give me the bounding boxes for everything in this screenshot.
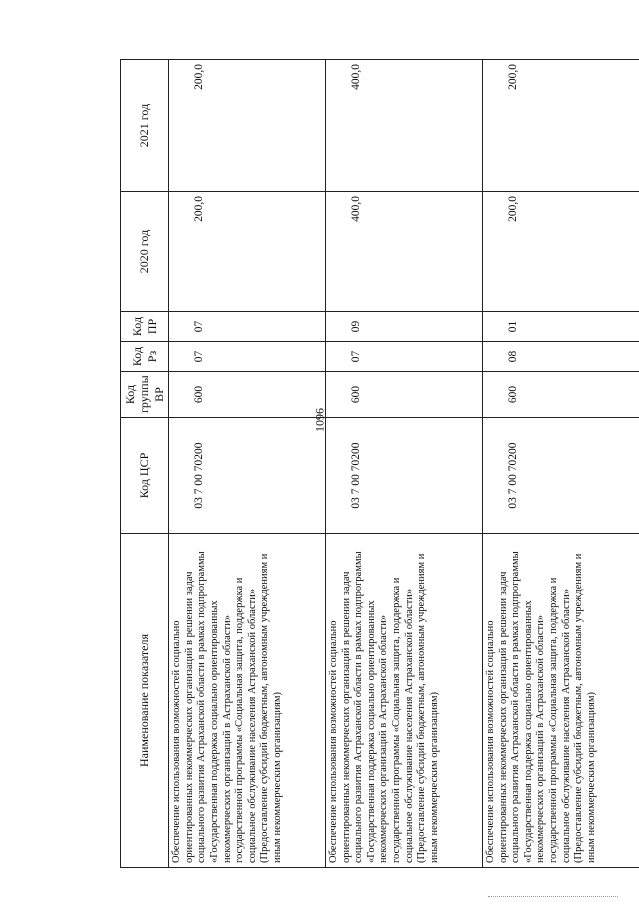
row-vr: 600	[483, 372, 639, 418]
row-2021: 200,0	[169, 60, 326, 192]
table-row	[326, 60, 483, 868]
header-name: Наименование показателя	[121, 534, 169, 868]
row-name: Обеспечение использования возможностей социально ориентированных некоммерческих организаций в решении задач социального развития Астраханской области в рамках подпрограммы «Государственная поддержка социально ориентированных некоммерческих организаций в Астраханской области» государственной программы «Социальная защита, поддержка и социальное обслуживание населения Астраханской области» (Предоставление субсидий бюджетным, автономным учреждениям и иным некоммерческим организациям)	[483, 534, 639, 868]
row-pr: 07	[169, 312, 326, 342]
row-vr: 600	[169, 372, 326, 418]
row-rz: 07	[169, 342, 326, 372]
row-name: Обеспечение использования возможностей социально ориентированных некоммерческих организаций в решении задач социального развития Астраханской области в рамках подпрограммы «Государственная поддержка социально ориентированных некоммерческих организаций в Астраханской области» государственной программы «Социальная защита, поддержка и социальное обслуживание населения Астраханской области» (Предоставление субсидий бюджетным, автономным учреждениям и иным некоммерческим организациям)	[169, 534, 326, 868]
table-row	[483, 60, 639, 868]
header-rz: Код Рз	[121, 342, 169, 372]
row-2020: 400,0	[326, 192, 483, 312]
row-csr: 03 7 00 70200	[326, 418, 483, 534]
row-pr: 01	[483, 312, 639, 342]
budget-table-container	[120, 60, 639, 868]
row-rz: 07	[326, 342, 483, 372]
header-2020: 2020 год	[121, 192, 169, 312]
bottom-dotted-line	[488, 896, 618, 897]
row-2021: 200,0	[483, 60, 639, 192]
row-csr: 03 7 00 70200	[169, 418, 326, 534]
row-pr: 09	[326, 312, 483, 342]
row-csr: 03 7 00 70200	[483, 418, 639, 534]
header-2021: 2021 год	[121, 60, 169, 192]
row-vr: 600	[326, 372, 483, 418]
row-2021: 400,0	[326, 60, 483, 192]
page-number: 1096	[312, 408, 326, 432]
budget-table	[120, 59, 639, 868]
table-header-row	[121, 60, 169, 868]
header-csr: Код ЦСР	[121, 418, 169, 534]
row-2020: 200,0	[169, 192, 326, 312]
row-name: Обеспечение использования возможностей социально ориентированных некоммерческих организаций в решении задач социального развития Астраханской области в рамках подпрограммы «Государственная поддержка социально ориентированных некоммерческих организаций в Астраханской области» государственной программы «Социальная защита, поддержка и социальное обслуживание населения Астраханской области» (Предоставление субсидий бюджетным, автономным учреждениям и иным некоммерческим организациям)	[326, 534, 483, 868]
header-pr: Код ПР	[121, 312, 169, 342]
row-rz: 08	[483, 342, 639, 372]
table-row	[169, 60, 326, 868]
header-vr: Код группы ВР	[121, 372, 169, 418]
row-2020: 200,0	[483, 192, 639, 312]
